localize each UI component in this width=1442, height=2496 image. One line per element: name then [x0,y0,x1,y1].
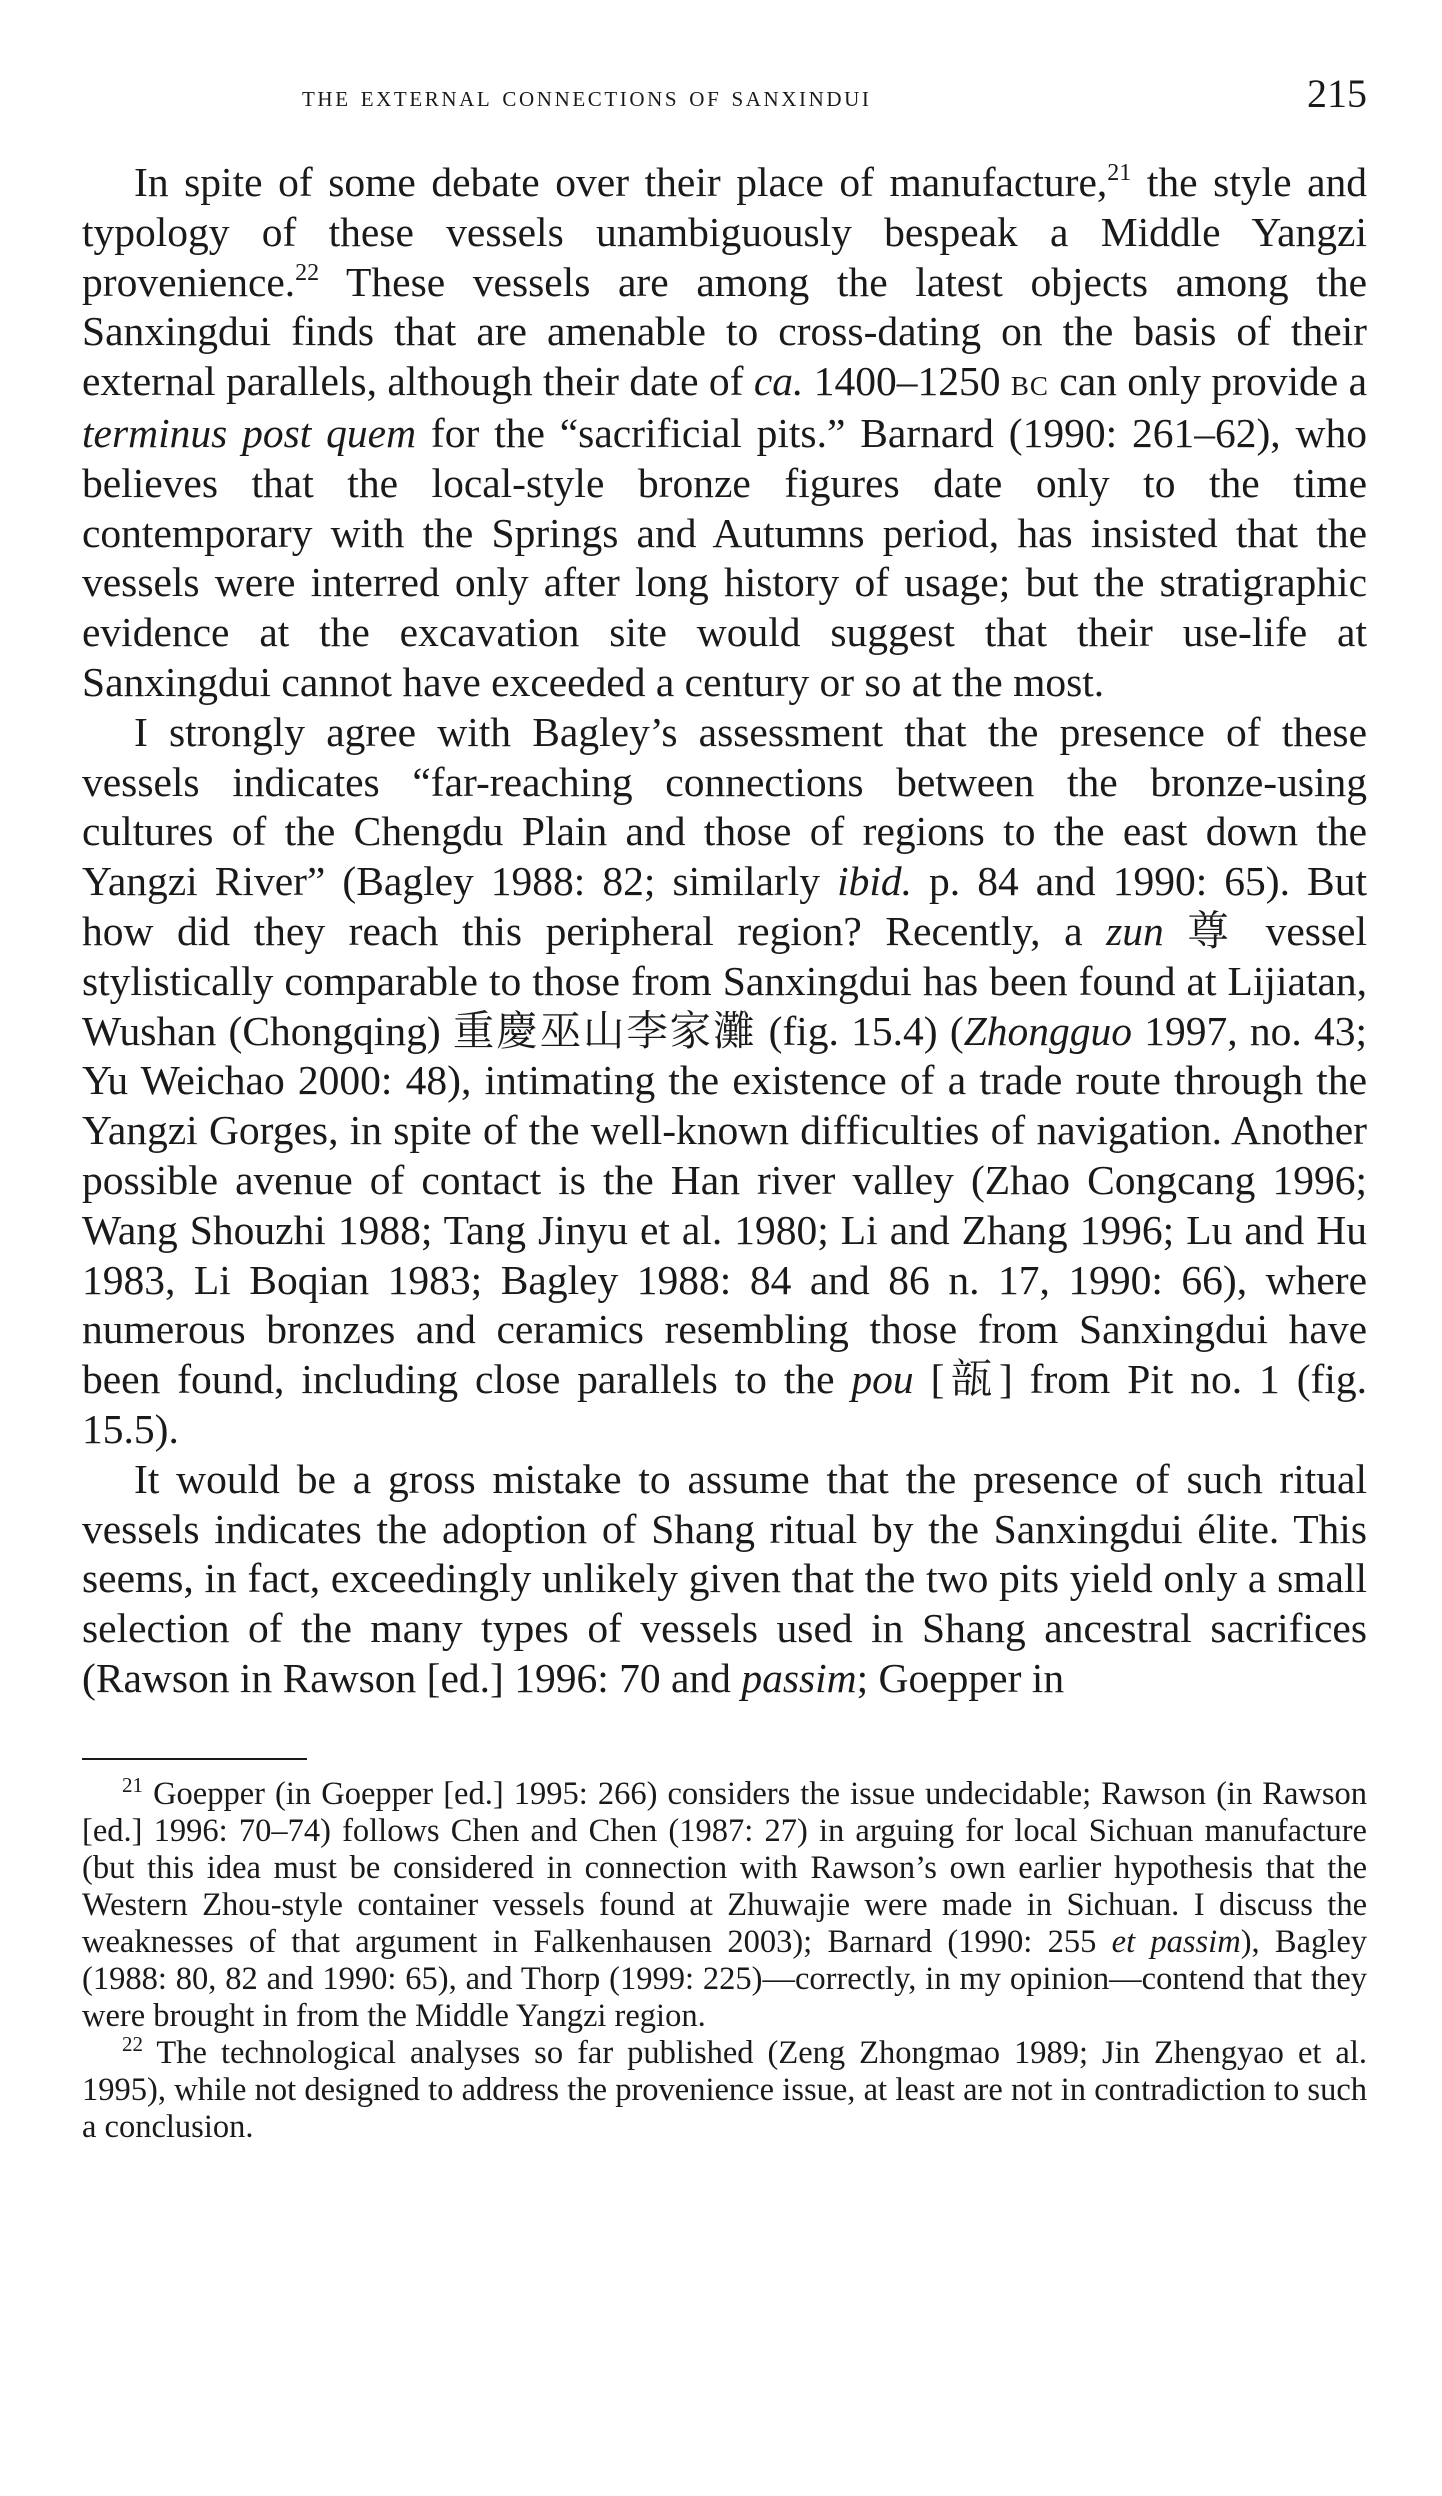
italic-span: et passim [1111,1923,1241,1960]
footnote-reference: 22 [295,259,320,286]
text-span: These vessels are among the latest objects among the Sanxingdui finds that are amenable to cross-dating on the basis of their external parallels, although their date of [82,258,1367,405]
footnote-number: 21 [122,1772,143,1797]
footnote-reference: 21 [1107,160,1132,186]
text-span: I strongly agree with Bagley’s assessment that the presence of these vessels indicates “far-reaching connections between the bronze-using cultures of the Chengdu Plain and those of regions to the east down the Yangzi River” (Bagley 1988: 82; similarly [82,708,1367,905]
italic-span: ibid. [837,858,912,905]
footnote [82,1772,1367,2035]
footnote-separator [82,1758,307,1760]
small-caps-span: bc [1010,362,1049,405]
text-span: ; Goepper in [856,1654,1065,1701]
italic-span: pou [851,1356,914,1403]
text-span: the style and typology of these vessels unambiguously bespeak a Middle Yangzi provenience. [82,159,1367,305]
text-span: p. 84 and 1990: 65). But how did they reach this peripheral region? Recently, a [82,858,1368,954]
text-span: 1400–1250 [803,358,1011,405]
text-span: can only provide a [1048,358,1367,405]
body-paragraph [82,158,1367,708]
italic-span: Zhongguo [963,1007,1133,1054]
running-head [82,60,1367,140]
text-span: Goepper (in Goepper [ed.] 1995: 266) considers the issue undecidable; Rawson (in Rawson [ed.] 1996: 70–74) follows Chen and Chen (1987: 27) in arguing for local Sichuan manufacture (but this idea must be considered in connection with Rawson’s own earlier hypothesis that the Western Zhou-style container vessels found at Zhuwajie were made in Sichuan. I discuss the weaknesses of that argument in Falkenhausen 2003); Barnard (1990: 255 [82,1775,1367,1960]
text-span: 1997, no. 43; Yu Weichao 2000: 48), intimating the existence of a trade route through the Yangzi Gorges, in spite of the well-known difficulties of navigation. Another possible avenue of contact is the Han river valley (Zhao Congcang 1996; Wang Shouzhi 1988; Tang Jinyu et al. 1980; Li and Zhang 1996; Lu and Hu 1983, Li Boqian 1983; Bagley 1988: 84 and 86 n. 17, 1990: 66), where numerous bronzes and ceramics resembling those from Sanxingdui have been found, including close parallels to the [82,1007,1367,1403]
text-span: for the “sacrificial pits.” Barnard (1990: 261–62), who believes that the local-style bronze figures date only to the time contemporary with the Springs and Autumns period, has insisted that the vessels were interred only after long history of usage; but the stratigraphic evidence at the excavation site would suggest that their use-life at Sanxingdui cannot have exceeded a century or so at the most. [82,409,1368,705]
body-paragraph [82,708,1367,1455]
italic-span: zun [1106,907,1164,954]
footnote [82,2031,1367,2146]
footnote-number: 22 [122,2031,143,2056]
italic-span: passim [741,1654,857,1701]
page-number: 215 [1307,71,1367,116]
text-span: ), Bagley (1988: 80, 82 and 1990: 65), and Thorp (1999: 225)—correctly, in my opinion—contend that they were brought in from the Middle Yangzi region. [82,1923,1367,2034]
text-span: 尊 vessel stylistically comparable to those from Sanxingdui has been found at Lijiatan, Wushan (Chongqing) 重慶巫山李家灘 (fig. 15.4) ( [82,907,1367,1054]
italic-span: ca. [753,358,804,405]
text-span: [瓿] from Pit no. 1 (fig. 15.5). [82,1356,1367,1452]
text-span: In spite of some debate over their place of manufacture, [134,159,1108,205]
text-span: It would be a gross mistake to assume that the presence of such ritual vessels indicates the adoption of Shang ritual by the Sanxingdui élite. This seems, in fact, exceedingly unlikely given that the two pits yield only a small selection of the many types of vessels used in Shang ancestral sacrifices (Rawson in Rawson [ed.] 1996: 70 and [82,1455,1367,1701]
body-paragraph [82,1455,1367,1704]
running-title: the external connections of sanxindui [302,80,872,113]
book-page [82,60,1367,2440]
italic-span: terminus post quem [82,409,417,456]
body-text [82,158,1367,1704]
footnotes [82,1772,1367,2146]
text-span: The technological analyses so far published (Zeng Zhongmao 1989; Jin Zhengyao et al. 1995), while not designed to address the provenience issue, at least are not in contradiction to such a conclusion. [82,2034,1367,2145]
